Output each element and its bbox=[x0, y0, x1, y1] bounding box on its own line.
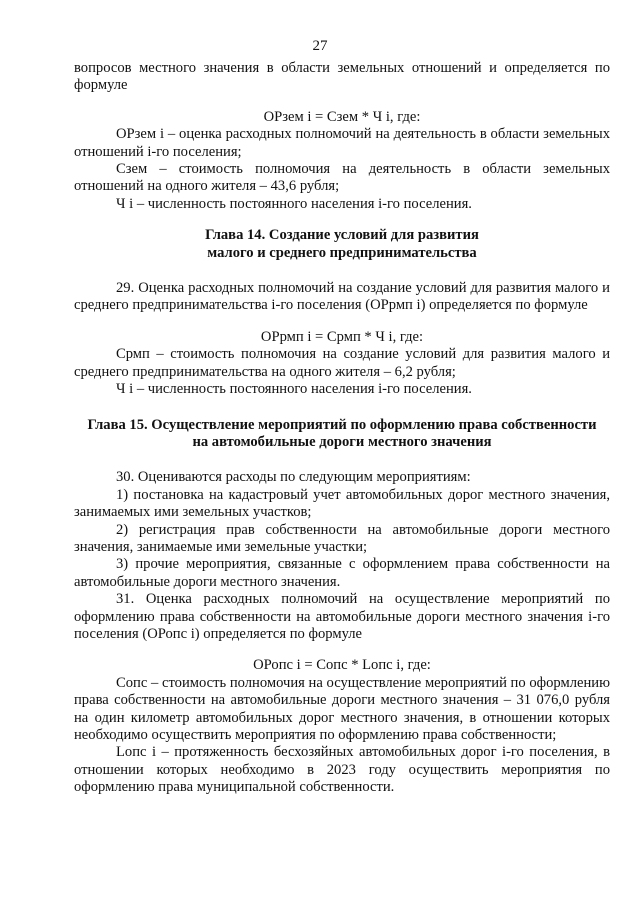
formula-land-def-2: Сзем – стоимость полномочия на деятельность в области земельных отношений на одного жителя – 43,6 рубля; bbox=[74, 161, 610, 195]
paragraph-31: 31. Оценка расходных полномочий на осуществление мероприятий по оформлению права собственности на автомобильные дороги местного значения i-го поселения (ОРопс i) определяется по формуле bbox=[74, 591, 610, 642]
document-body bbox=[74, 60, 610, 797]
paragraph-30-item-3: 3) прочие мероприятия, связанные с оформлением права собственности на автомобильные дороги местного значения. bbox=[74, 556, 610, 590]
chapter-14-heading-line-1: Глава 14. Создание условий для развития bbox=[205, 227, 479, 244]
paragraph-29: 29. Оценка расходных полномочий на создание условий для развития малого и среднего предпринимательства i-го поселения (ОРрмп i) определяется по формуле bbox=[74, 280, 610, 314]
chapter-15-heading-line-2: на автомобильные дороги местного значения bbox=[192, 433, 492, 450]
paragraph-30-item-2: 2) регистрация прав собственности на автомобильные дороги местного значения, занимаемые ими земельные участки; bbox=[74, 521, 610, 555]
formula-business-def-2: Ч i – численность постоянного населения i-го поселения. bbox=[116, 381, 472, 398]
page-number: 27 bbox=[312, 38, 328, 54]
formula-land-def-3: Ч i – численность постоянного населения i-го поселения. bbox=[116, 195, 472, 212]
formula-business: ОРрмп i = Срмп * Ч i, где: bbox=[260, 328, 424, 345]
formula-land-def-1: ОРзем i – оценка расходных полномочий на деятельность в области земельных отношений i-го поселения; bbox=[74, 126, 610, 160]
formula-roads-def-1: Сопс – стоимость полномочия на осуществление мероприятий по оформлению права собственности на автомобильные дороги местного значения – 31 076,0 рубля на один километр автомобильных дорог местного значения, в отношении которых необходимо осуществить мероприятия по оформлению права собственности; bbox=[74, 674, 610, 743]
formula-land: ОРзем i = Сзем * Ч i, где: bbox=[263, 108, 421, 125]
paragraph-30-item-1: 1) постановка на кадастровый учет автомобильных дорог местного значения, занимаемых ими земельных участков; bbox=[74, 486, 610, 521]
formula-roads: ОРопс i = Сопс * Lопс i, где: bbox=[253, 657, 431, 674]
chapter-15-heading-line-1: Глава 15. Осуществление мероприятий по оформлению права собственности bbox=[87, 416, 597, 433]
formula-roads-def-2: Lопс i – протяженность бесхозяйных автомобильных дорог i-го поселения, в отношении которых необходимо в 2023 году осуществить мероприятия по оформлению права муниципальной собственности. bbox=[74, 744, 610, 796]
intro-paragraph: вопросов местного значения в области земельных отношений и определяется по формуле bbox=[74, 60, 610, 94]
chapter-14-heading-line-2: малого и среднего предпринимательства bbox=[207, 244, 477, 261]
paragraph-30: 30. Оцениваются расходы по следующим мероприятиям: bbox=[116, 469, 471, 486]
formula-business-def-1: Срмп – стоимость полномочия на создание условий для развития малого и среднего предпринимательства на одного жителя – 6,2 рубля; bbox=[74, 346, 610, 380]
